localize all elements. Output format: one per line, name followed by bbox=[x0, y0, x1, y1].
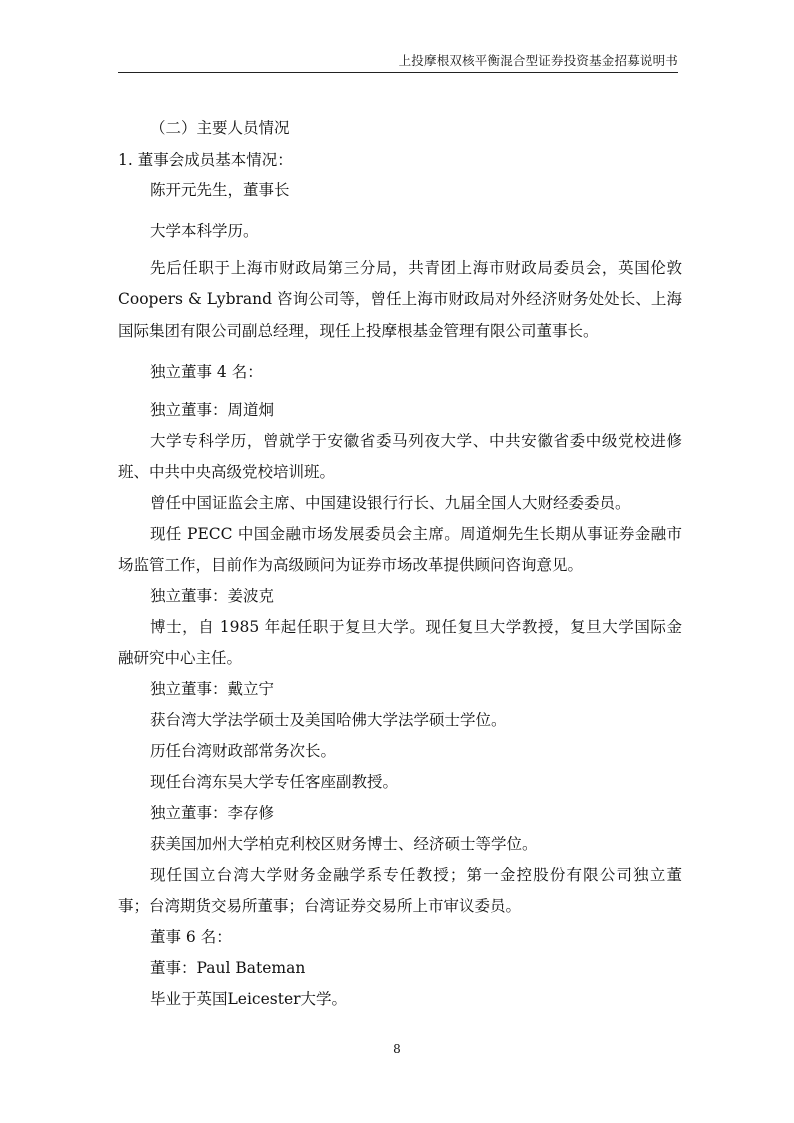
paragraph-line: 现任国立台湾大学财务金融学系专任教授；第一金控股份有限公司独立董 bbox=[150, 866, 682, 884]
paragraph-line: 获美国加州大学柏克利校区财务博士、经济硕士等学位。 bbox=[150, 835, 538, 853]
paragraph-line: 融研究中心主任。 bbox=[118, 649, 243, 667]
paragraph-line: 董事 6 名： bbox=[150, 928, 232, 946]
paragraph-line: 历任台湾财政部常务次长。 bbox=[150, 742, 337, 760]
paragraph-line: 获台湾大学法学硕士及美国哈佛大学法学硕士学位。 bbox=[150, 711, 507, 729]
paragraph-line: 班、中共中央高级党校培训班。 bbox=[118, 463, 336, 481]
page-number: 8 bbox=[393, 1042, 401, 1056]
paragraph-line: 独立董事：姜波克 bbox=[150, 587, 275, 605]
section-heading: （二）主要人员情况 bbox=[150, 119, 290, 137]
paragraph-line: 独立董事：李存修 bbox=[150, 804, 275, 822]
header-title: 上投摩根双核平衡混合型证券投资基金招募说明书 bbox=[398, 53, 678, 68]
paragraph-line: 独立董事：周道炯 bbox=[150, 401, 275, 419]
paragraph-line: 毕业于英国Leicester大学。 bbox=[150, 990, 348, 1008]
paragraph-line: 大学本科学历。 bbox=[150, 222, 259, 240]
paragraph-line: 国际集团有限公司副总经理，现任上投摩根基金管理有限公司董事长。 bbox=[118, 322, 599, 340]
paragraph-line: Coopers & Lybrand 咨询公司等，曾任上海市财政局对外经济财务处处长、上海 bbox=[118, 290, 682, 308]
paragraph-line: 博士，自 1985 年起任职于复旦大学。现任复旦大学教授，复旦大学国际金 bbox=[150, 618, 682, 636]
paragraph-line: 曾任中国证监会主席、中国建设银行行长、九届全国人大财经委委员。 bbox=[150, 494, 631, 512]
paragraph-line: 事；台湾期货交易所董事；台湾证券交易所上市审议委员。 bbox=[118, 897, 522, 915]
numbered-heading: 1. 董事会成员基本情况： bbox=[118, 151, 293, 169]
paragraph-line: 现任 PECC 中国金融市场发展委员会主席。周道炯先生长期从事证券金融市 bbox=[150, 525, 682, 543]
paragraph-line: 大学专科学历，曾就学于安徽省委马列夜大学、中共安徽省委中级党校进修 bbox=[150, 432, 682, 450]
paragraph-line: 陈开元先生，董事长 bbox=[150, 181, 290, 199]
paragraph-line: 现任台湾东吴大学专任客座副教授。 bbox=[150, 773, 399, 791]
paragraph-line: 场监管工作，目前作为高级顾问为证券市场改革提供顾问咨询意见。 bbox=[118, 556, 584, 574]
paragraph-line: 董事：Paul Bateman bbox=[150, 959, 306, 977]
paragraph-line: 独立董事：戴立宁 bbox=[150, 680, 275, 698]
header-rule bbox=[118, 72, 678, 73]
paragraph-line: 先后任职于上海市财政局第三分局，共青团上海市财政局委员会，英国伦敦 bbox=[150, 259, 682, 277]
paragraph-line: 独立董事 4 名： bbox=[150, 363, 263, 381]
